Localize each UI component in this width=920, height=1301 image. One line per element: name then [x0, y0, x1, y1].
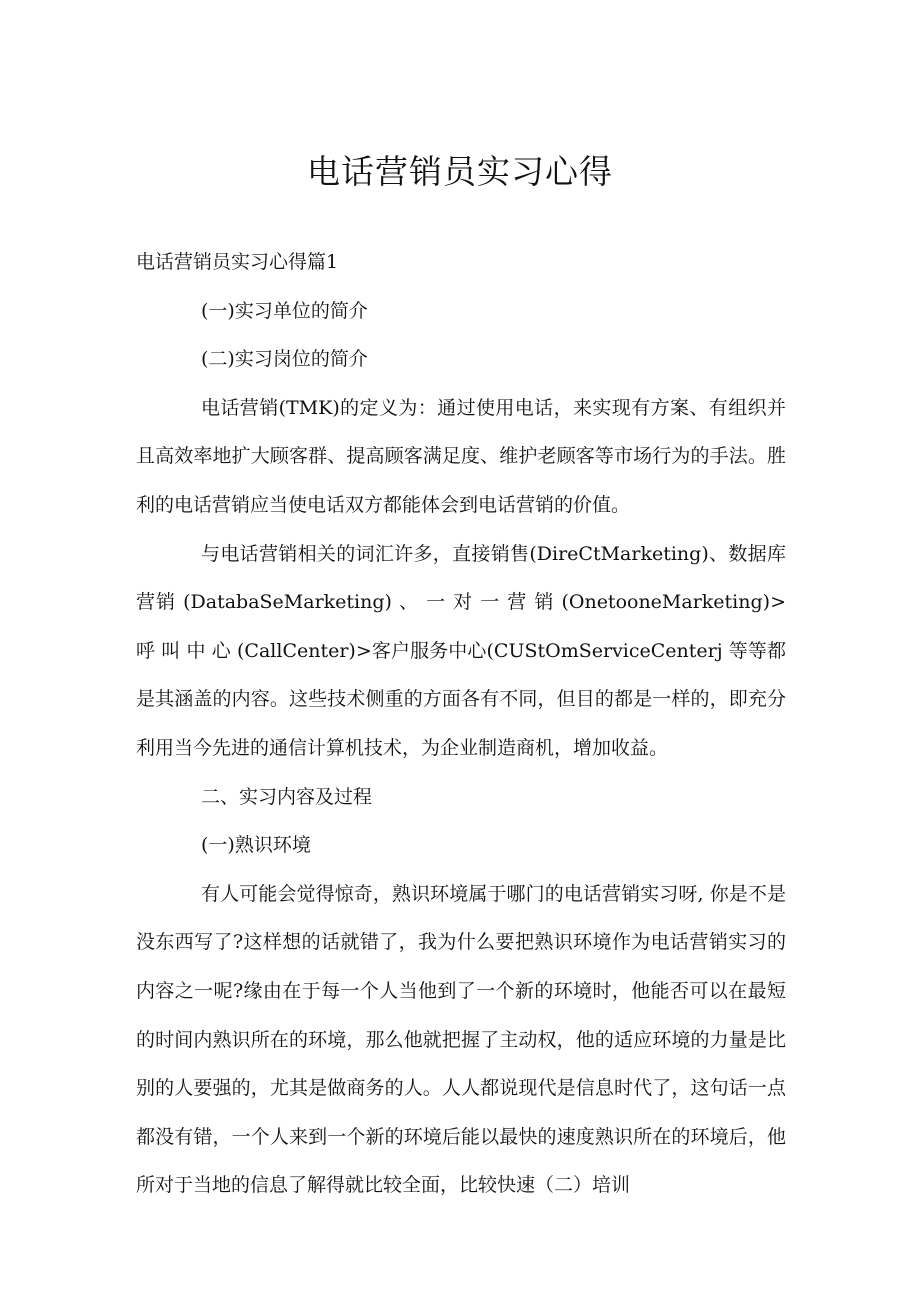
paragraph-environment-heading: (一)熟识环境	[201, 834, 311, 857]
paragraph-content-heading: 二、实习内容及过程	[201, 785, 373, 808]
paragraph-related-terms: 与电话营销相关的词汇许多，直接销售(DireCtMarketing)、数据库营销 (DatabaSeMarketing) 、 一 对 一 营 销 (OnetooneMarketing)> 呼 叫 中 心 (CallCenter)>客户服务中心(CUStOmServiceCenterj 等等都是其涵盖的内容。这些技术侧重的方面各有不同，但目的都是一样的，即充分利用当今先进的通信计算机技术，为企业制造商机，增加收益。	[136, 542, 786, 759]
paragraph-position-intro: (二)实习岗位的简介	[201, 348, 368, 371]
section-subtitle: 电话营销员实习心得篇1	[136, 251, 339, 273]
paragraph-tmk-definition: 电话营销(TMK)的定义为：通过使用电话，来实现有方案、有组织并且高效率地扩大顾客群、提高顾客满足度、维护老顾客等市场行为的手法。胜利的电话营销应当使电话双方都能体会到电话营销的价值。	[136, 396, 786, 516]
paragraph-environment-body: 有人可能会觉得惊奇，熟识环境属于哪门的电话营销实习呀, 你是不是没东西写了?这样想的话就错了，我为什么要把熟识环境作为电话营销实习的内容之一呢?缘由在于每一个人当他到了一个新的环境时，他能否可以在最短的时间内熟识所在的环境，那么他就把握了主动权，他的适应环境的力量是比别的人要强的，尤其是做商务的人。人人都说现代是信息时代了，这句话一点都没有错，一个人来到一个新的环境后能以最快的速度熟识所在的环境后，他所对于当地的信息了解得就比较全面，比较快速（二）培训	[136, 882, 786, 1197]
document-body	[136, 238, 786, 1210]
paragraph-unit-intro: (一)实习单位的简介	[201, 299, 368, 322]
document-title: 电话营销员实习心得	[307, 152, 613, 191]
